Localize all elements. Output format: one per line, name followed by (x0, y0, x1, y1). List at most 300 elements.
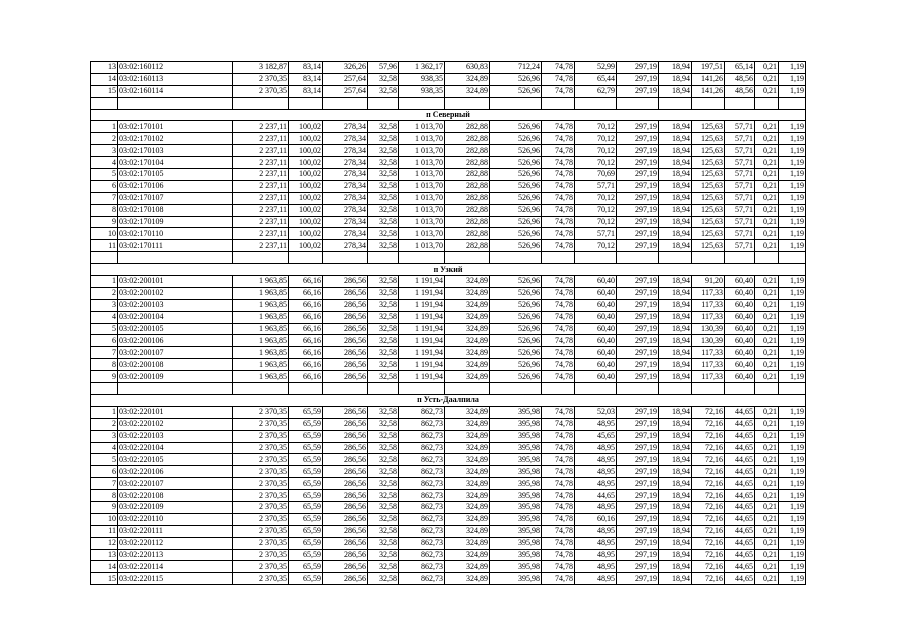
value-cell: 44,65 (725, 466, 755, 478)
value-cell: 18,94 (659, 62, 692, 74)
empty-cell (755, 383, 779, 395)
value-cell: 324,89 (445, 347, 490, 359)
value-cell: 286,56 (323, 561, 368, 573)
value-cell: 74,78 (542, 561, 575, 573)
table-row (91, 549, 806, 561)
empty-cell (725, 97, 755, 109)
value-cell: 18,94 (659, 311, 692, 323)
value-cell: 32,58 (368, 347, 399, 359)
value-cell: 395,98 (490, 478, 542, 490)
value-cell: 0,21 (755, 359, 779, 371)
value-cell: 2 370,35 (233, 490, 289, 502)
value-cell: 1,19 (779, 311, 806, 323)
value-cell: 1,19 (779, 204, 806, 216)
cadastral-code: 03:02:220107 (118, 478, 233, 490)
value-cell: 74,78 (542, 216, 575, 228)
value-cell: 286,56 (323, 299, 368, 311)
value-cell: 1,19 (779, 145, 806, 157)
value-cell: 141,26 (692, 73, 725, 85)
value-cell: 44,65 (575, 490, 617, 502)
value-cell: 2 370,35 (233, 85, 289, 97)
value-cell: 862,73 (399, 442, 445, 454)
value-cell: 32,58 (368, 490, 399, 502)
value-cell: 18,94 (659, 145, 692, 157)
cadastral-code: 03:02:220112 (118, 537, 233, 549)
value-cell: 57,71 (725, 204, 755, 216)
value-cell: 297,19 (617, 549, 659, 561)
value-cell: 60,40 (725, 287, 755, 299)
value-cell: 395,98 (490, 490, 542, 502)
value-cell: 1 191,94 (399, 359, 445, 371)
value-cell: 60,40 (575, 287, 617, 299)
value-cell: 526,96 (490, 240, 542, 252)
value-cell: 65,59 (289, 490, 323, 502)
value-cell: 297,19 (617, 62, 659, 74)
value-cell: 60,40 (725, 276, 755, 288)
value-cell: 1 013,70 (399, 192, 445, 204)
value-cell: 862,73 (399, 406, 445, 418)
value-cell: 297,19 (617, 204, 659, 216)
value-cell: 18,94 (659, 276, 692, 288)
empty-cell (575, 383, 617, 395)
value-cell: 297,19 (617, 466, 659, 478)
cadastral-code: 03:02:170111 (118, 240, 233, 252)
value-cell: 60,40 (725, 335, 755, 347)
empty-cell (118, 97, 233, 109)
value-cell: 1 963,85 (233, 359, 289, 371)
value-cell: 286,56 (323, 276, 368, 288)
value-cell: 862,73 (399, 501, 445, 513)
value-cell: 65,59 (289, 501, 323, 513)
value-cell: 0,21 (755, 335, 779, 347)
value-cell: 74,78 (542, 276, 575, 288)
value-cell: 282,88 (445, 204, 490, 216)
row-number: 8 (91, 359, 118, 371)
value-cell: 1 963,85 (233, 347, 289, 359)
cadastral-code: 03:02:160113 (118, 73, 233, 85)
value-cell: 324,89 (445, 466, 490, 478)
value-cell: 1 191,94 (399, 311, 445, 323)
value-cell: 66,16 (289, 323, 323, 335)
value-cell: 57,71 (575, 228, 617, 240)
value-cell: 32,58 (368, 359, 399, 371)
value-cell: 32,58 (368, 323, 399, 335)
value-cell: 526,96 (490, 133, 542, 145)
cadastral-code: 03:02:170106 (118, 180, 233, 192)
row-number: 2 (91, 418, 118, 430)
row-number: 10 (91, 228, 118, 240)
value-cell: 32,58 (368, 549, 399, 561)
value-cell: 32,58 (368, 418, 399, 430)
value-cell: 297,19 (617, 180, 659, 192)
value-cell: 297,19 (617, 442, 659, 454)
value-cell: 938,35 (399, 73, 445, 85)
value-cell: 0,21 (755, 73, 779, 85)
value-cell: 44,65 (725, 561, 755, 573)
value-cell: 324,89 (445, 573, 490, 585)
value-cell: 2 370,35 (233, 73, 289, 85)
value-cell: 278,34 (323, 192, 368, 204)
value-cell: 0,21 (755, 121, 779, 133)
value-cell: 32,58 (368, 442, 399, 454)
value-cell: 65,59 (289, 525, 323, 537)
value-cell: 1 013,70 (399, 180, 445, 192)
row-number: 8 (91, 204, 118, 216)
blank-row (91, 383, 806, 395)
value-cell: 48,95 (575, 549, 617, 561)
value-cell: 74,78 (542, 240, 575, 252)
table-row (91, 347, 806, 359)
value-cell: 1,19 (779, 157, 806, 169)
value-cell: 1,19 (779, 323, 806, 335)
value-cell: 44,65 (725, 406, 755, 418)
value-cell: 278,34 (323, 216, 368, 228)
empty-cell (233, 252, 289, 264)
value-cell: 0,21 (755, 418, 779, 430)
value-cell: 282,88 (445, 192, 490, 204)
value-cell: 282,88 (445, 121, 490, 133)
value-cell: 62,79 (575, 85, 617, 97)
value-cell: 44,65 (725, 549, 755, 561)
value-cell: 297,19 (617, 276, 659, 288)
value-cell: 83,14 (289, 62, 323, 74)
value-cell: 18,94 (659, 371, 692, 383)
table-row (91, 371, 806, 383)
empty-cell (659, 383, 692, 395)
value-cell: 57,71 (725, 157, 755, 169)
value-cell: 60,40 (575, 276, 617, 288)
empty-cell (399, 252, 445, 264)
value-cell: 1 963,85 (233, 276, 289, 288)
value-cell: 32,58 (368, 537, 399, 549)
value-cell: 395,98 (490, 573, 542, 585)
value-cell: 0,21 (755, 169, 779, 181)
row-number: 13 (91, 62, 118, 74)
value-cell: 60,40 (725, 347, 755, 359)
value-cell: 286,56 (323, 501, 368, 513)
value-cell: 324,89 (445, 478, 490, 490)
value-cell: 74,78 (542, 371, 575, 383)
empty-cell (617, 252, 659, 264)
empty-cell (445, 383, 490, 395)
value-cell: 2 237,11 (233, 192, 289, 204)
value-cell: 100,02 (289, 121, 323, 133)
value-cell: 297,19 (617, 406, 659, 418)
value-cell: 2 237,11 (233, 133, 289, 145)
cadastral-code: 03:02:200103 (118, 299, 233, 311)
value-cell: 297,19 (617, 501, 659, 513)
value-cell: 257,64 (323, 85, 368, 97)
value-cell: 18,94 (659, 204, 692, 216)
value-cell: 18,94 (659, 525, 692, 537)
value-cell: 286,56 (323, 430, 368, 442)
value-cell: 125,63 (692, 157, 725, 169)
value-cell: 1,19 (779, 335, 806, 347)
empty-cell (289, 383, 323, 395)
empty-cell (692, 252, 725, 264)
value-cell: 117,33 (692, 311, 725, 323)
cadastral-code: 03:02:200104 (118, 311, 233, 323)
table-row (91, 73, 806, 85)
empty-cell (289, 252, 323, 264)
cadastral-code: 03:02:220113 (118, 549, 233, 561)
table-row (91, 490, 806, 502)
value-cell: 91,20 (692, 276, 725, 288)
value-cell: 74,78 (542, 299, 575, 311)
row-number: 4 (91, 442, 118, 454)
row-number: 6 (91, 180, 118, 192)
value-cell: 125,63 (692, 204, 725, 216)
value-cell: 278,34 (323, 169, 368, 181)
empty-cell (542, 383, 575, 395)
value-cell: 297,19 (617, 573, 659, 585)
value-cell: 324,89 (445, 537, 490, 549)
value-cell: 74,78 (542, 157, 575, 169)
value-cell: 74,78 (542, 513, 575, 525)
row-number: 10 (91, 513, 118, 525)
row-number: 6 (91, 466, 118, 478)
value-cell: 66,16 (289, 347, 323, 359)
value-cell: 286,56 (323, 573, 368, 585)
value-cell: 1,19 (779, 359, 806, 371)
value-cell: 57,71 (725, 240, 755, 252)
value-cell: 282,88 (445, 169, 490, 181)
value-cell: 45,65 (575, 430, 617, 442)
value-cell: 2 237,11 (233, 145, 289, 157)
table-row (91, 145, 806, 157)
value-cell: 66,16 (289, 299, 323, 311)
value-cell: 18,94 (659, 240, 692, 252)
value-cell: 18,94 (659, 430, 692, 442)
value-cell: 48,95 (575, 454, 617, 466)
value-cell: 0,21 (755, 501, 779, 513)
empty-cell (445, 97, 490, 109)
table-row (91, 478, 806, 490)
table-row (91, 335, 806, 347)
value-cell: 57,71 (725, 228, 755, 240)
table-row (91, 62, 806, 74)
table-row (91, 287, 806, 299)
value-cell: 66,16 (289, 276, 323, 288)
value-cell: 1 191,94 (399, 371, 445, 383)
value-cell: 74,78 (542, 228, 575, 240)
value-cell: 297,19 (617, 216, 659, 228)
value-cell: 324,89 (445, 299, 490, 311)
value-cell: 2 370,35 (233, 561, 289, 573)
value-cell: 1,19 (779, 466, 806, 478)
table-row (91, 525, 806, 537)
value-cell: 125,63 (692, 228, 725, 240)
value-cell: 286,56 (323, 371, 368, 383)
value-cell: 1 191,94 (399, 287, 445, 299)
value-cell: 66,16 (289, 287, 323, 299)
cadastral-code: 03:02:200109 (118, 371, 233, 383)
value-cell: 324,89 (445, 442, 490, 454)
value-cell: 0,21 (755, 466, 779, 478)
value-cell: 1,19 (779, 490, 806, 502)
value-cell: 1 191,94 (399, 323, 445, 335)
value-cell: 44,65 (725, 513, 755, 525)
table-row (91, 513, 806, 525)
value-cell: 74,78 (542, 192, 575, 204)
value-cell: 57,71 (575, 180, 617, 192)
value-cell: 70,12 (575, 192, 617, 204)
value-cell: 526,96 (490, 180, 542, 192)
cadastral-code: 03:02:220103 (118, 430, 233, 442)
empty-cell (91, 97, 118, 109)
value-cell: 72,16 (692, 430, 725, 442)
value-cell: 297,19 (617, 73, 659, 85)
value-cell: 0,21 (755, 573, 779, 585)
value-cell: 60,40 (575, 371, 617, 383)
value-cell: 1,19 (779, 169, 806, 181)
value-cell: 18,94 (659, 85, 692, 97)
value-cell: 72,16 (692, 549, 725, 561)
empty-cell (399, 383, 445, 395)
value-cell: 74,78 (542, 323, 575, 335)
value-cell: 44,65 (725, 573, 755, 585)
blank-row (91, 252, 806, 264)
cadastral-code: 03:02:200106 (118, 335, 233, 347)
value-cell: 125,63 (692, 169, 725, 181)
value-cell: 0,21 (755, 323, 779, 335)
value-cell: 44,65 (725, 490, 755, 502)
value-cell: 2 237,11 (233, 204, 289, 216)
value-cell: 282,88 (445, 240, 490, 252)
value-cell: 630,83 (445, 62, 490, 74)
value-cell: 297,19 (617, 192, 659, 204)
cadastral-code: 03:02:170109 (118, 216, 233, 228)
value-cell: 65,59 (289, 478, 323, 490)
empty-cell (575, 252, 617, 264)
table-row (91, 240, 806, 252)
value-cell: 141,26 (692, 85, 725, 97)
value-cell: 117,33 (692, 371, 725, 383)
value-cell: 395,98 (490, 561, 542, 573)
value-cell: 65,59 (289, 406, 323, 418)
cadastral-code: 03:02:220104 (118, 442, 233, 454)
value-cell: 297,19 (617, 513, 659, 525)
value-cell: 297,19 (617, 228, 659, 240)
value-cell: 862,73 (399, 525, 445, 537)
value-cell: 32,58 (368, 561, 399, 573)
table-row (91, 323, 806, 335)
value-cell: 48,95 (575, 537, 617, 549)
value-cell: 395,98 (490, 430, 542, 442)
value-cell: 65,59 (289, 418, 323, 430)
value-cell: 1 013,70 (399, 169, 445, 181)
value-cell: 72,16 (692, 573, 725, 585)
value-cell: 297,19 (617, 287, 659, 299)
value-cell: 0,21 (755, 549, 779, 561)
value-cell: 1,19 (779, 478, 806, 490)
cadastral-code: 03:02:220110 (118, 513, 233, 525)
value-cell: 395,98 (490, 454, 542, 466)
value-cell: 395,98 (490, 501, 542, 513)
value-cell: 862,73 (399, 549, 445, 561)
value-cell: 2 370,35 (233, 501, 289, 513)
empty-cell (118, 252, 233, 264)
value-cell: 297,19 (617, 335, 659, 347)
empty-cell (692, 97, 725, 109)
value-cell: 324,89 (445, 525, 490, 537)
value-cell: 324,89 (445, 418, 490, 430)
empty-cell (233, 97, 289, 109)
value-cell: 0,21 (755, 85, 779, 97)
value-cell: 72,16 (692, 454, 725, 466)
value-cell: 74,78 (542, 359, 575, 371)
table-body (91, 62, 806, 585)
value-cell: 526,96 (490, 204, 542, 216)
table-row (91, 299, 806, 311)
value-cell: 60,40 (575, 323, 617, 335)
value-cell: 48,95 (575, 525, 617, 537)
value-cell: 74,78 (542, 169, 575, 181)
value-cell: 1 362,17 (399, 62, 445, 74)
cadastral-code: 03:02:200105 (118, 323, 233, 335)
cadastral-code: 03:02:170110 (118, 228, 233, 240)
table-row (91, 121, 806, 133)
value-cell: 32,58 (368, 478, 399, 490)
value-cell: 18,94 (659, 561, 692, 573)
table-row (91, 430, 806, 442)
value-cell: 278,34 (323, 145, 368, 157)
empty-cell (289, 97, 323, 109)
value-cell: 278,34 (323, 133, 368, 145)
row-number: 5 (91, 323, 118, 335)
value-cell: 197,51 (692, 62, 725, 74)
value-cell: 297,19 (617, 121, 659, 133)
value-cell: 100,02 (289, 228, 323, 240)
value-cell: 862,73 (399, 513, 445, 525)
value-cell: 282,88 (445, 228, 490, 240)
value-cell: 32,58 (368, 169, 399, 181)
value-cell: 18,94 (659, 359, 692, 371)
value-cell: 32,58 (368, 276, 399, 288)
value-cell: 526,96 (490, 359, 542, 371)
value-cell: 1,19 (779, 406, 806, 418)
row-number: 13 (91, 549, 118, 561)
value-cell: 1 013,70 (399, 145, 445, 157)
value-cell: 395,98 (490, 442, 542, 454)
value-cell: 0,21 (755, 525, 779, 537)
empty-cell (779, 252, 806, 264)
value-cell: 862,73 (399, 478, 445, 490)
value-cell: 862,73 (399, 466, 445, 478)
value-cell: 65,59 (289, 573, 323, 585)
value-cell: 57,96 (368, 62, 399, 74)
value-cell: 297,19 (617, 157, 659, 169)
value-cell: 0,21 (755, 513, 779, 525)
value-cell: 125,63 (692, 240, 725, 252)
value-cell: 862,73 (399, 454, 445, 466)
value-cell: 1 013,70 (399, 157, 445, 169)
value-cell: 1,19 (779, 430, 806, 442)
value-cell: 526,96 (490, 192, 542, 204)
value-cell: 297,19 (617, 490, 659, 502)
value-cell: 395,98 (490, 549, 542, 561)
value-cell: 395,98 (490, 537, 542, 549)
value-cell: 74,78 (542, 311, 575, 323)
value-cell: 100,02 (289, 180, 323, 192)
value-cell: 18,94 (659, 169, 692, 181)
value-cell: 2 237,11 (233, 121, 289, 133)
value-cell: 297,19 (617, 418, 659, 430)
value-cell: 60,40 (725, 311, 755, 323)
value-cell: 0,21 (755, 299, 779, 311)
value-cell: 65,59 (289, 454, 323, 466)
value-cell: 18,94 (659, 501, 692, 513)
